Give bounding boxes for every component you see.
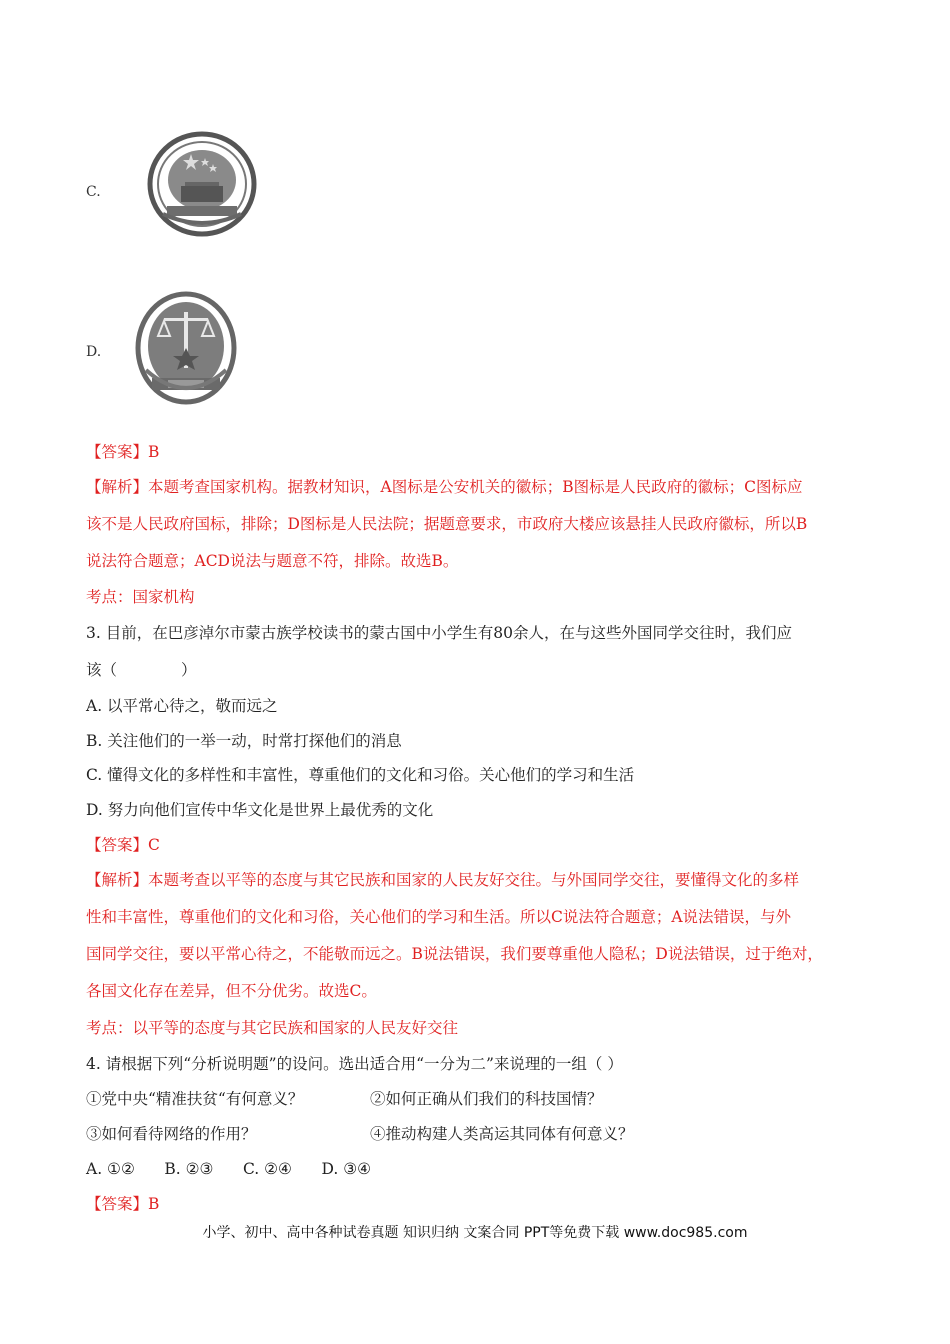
q2-analysis-line-3: 说法符合题意；ACD说法与题意不符，排除。故选B。 [86,552,459,570]
q3-stem-prefix: 该（ [86,661,118,679]
q3-stem-line-1: 3. 目前，在巴彦淖尔市蒙古族学校读书的蒙古国中小学生有80余人，在与这些外国同学交往时，我们应 [86,624,792,642]
analysis-tag: 【解析】 [86,478,149,496]
q2-analysis-line-2: 该不是人民政府国标，排除；D图标是人民法院；据题意要求，市政府大楼应该悬挂人民政府徽标，所以B [86,515,808,533]
q3-stem-suffix: ） [181,661,197,679]
q3-analysis-line-4: 各国文化存在差异，但不分优劣。故选C。 [86,982,377,1000]
q2-analysis-line-1 [86,477,802,497]
q4-options: A. ①② B. ②③ C. ②④ D. ③④ [86,1160,372,1178]
q4-item-2: ②如何正确从们我们的科技国情？ [370,1090,603,1108]
q3-analysis-line-1 [86,870,799,890]
analysis-text: 本题考查以平等的态度与其它民族和国家的人民友好交往。与外国同学交往，要懂得文化的多样 [148,871,800,889]
q4-item-4: ④推动构建人类高运其同体有何意义？ [370,1125,634,1143]
q2-point: 考点：国家机构 [86,588,195,606]
q3-option-d: D. 努力向他们宣传中华文化是世界上最优秀的文化 [86,801,434,819]
q3-option-c: C. 懂得文化的多样性和丰富性，尊重他们的文化和习俗。关心他们的学习和生活 [86,766,635,784]
court-emblem-icon [134,290,238,408]
q3-option-b: B. 关注他们的一举一动，时常打探他们的消息 [86,732,402,750]
option-c-label: C. [86,184,101,200]
q4-stem: 4. 请根据下列“分析说明题”的设问。选出适合用“一分为二”来说理的一组（ ） [86,1055,623,1073]
analysis-text: 本题考查国家机构。据教材知识，A图标是公安机关的徽标；B图标是人民政府的徽标；C图标应 [148,478,803,496]
q3-answer: 【答案】C [86,836,160,854]
q3-analysis-line-3: 国同学交往，要以平常心待之，不能敬而远之。B说法错误，我们要尊重他人隐私；D说法错误，过于绝对， [86,945,823,963]
q3-stem-line-2 [86,660,197,680]
q3-analysis-line-2: 性和丰富性，尊重他们的文化和习俗，关心他们的学习和生活。所以C说法符合题意；A说法错误，与外 [86,908,792,926]
q4-answer: 【答案】B [86,1195,160,1213]
q3-point: 考点：以平等的态度与其它民族和国家的人民友好交往 [86,1019,459,1037]
police-emblem-icon [143,128,261,240]
q2-answer: 【答案】B [86,443,160,461]
analysis-tag: 【解析】 [86,871,149,889]
option-d-label: D. [86,344,102,360]
q3-option-a: A. 以平常心待之，敬而远之 [86,697,278,715]
q4-item-1: ①党中央“精准扶贫“有何意义？ [86,1090,304,1108]
q4-item-3: ③如何看待网络的作用？ [86,1125,257,1143]
page-footer: 小学、初中、高中各种试卷真题 知识归纳 文案合同 PPT等免费下载 www.doc985.com [202,1225,748,1241]
